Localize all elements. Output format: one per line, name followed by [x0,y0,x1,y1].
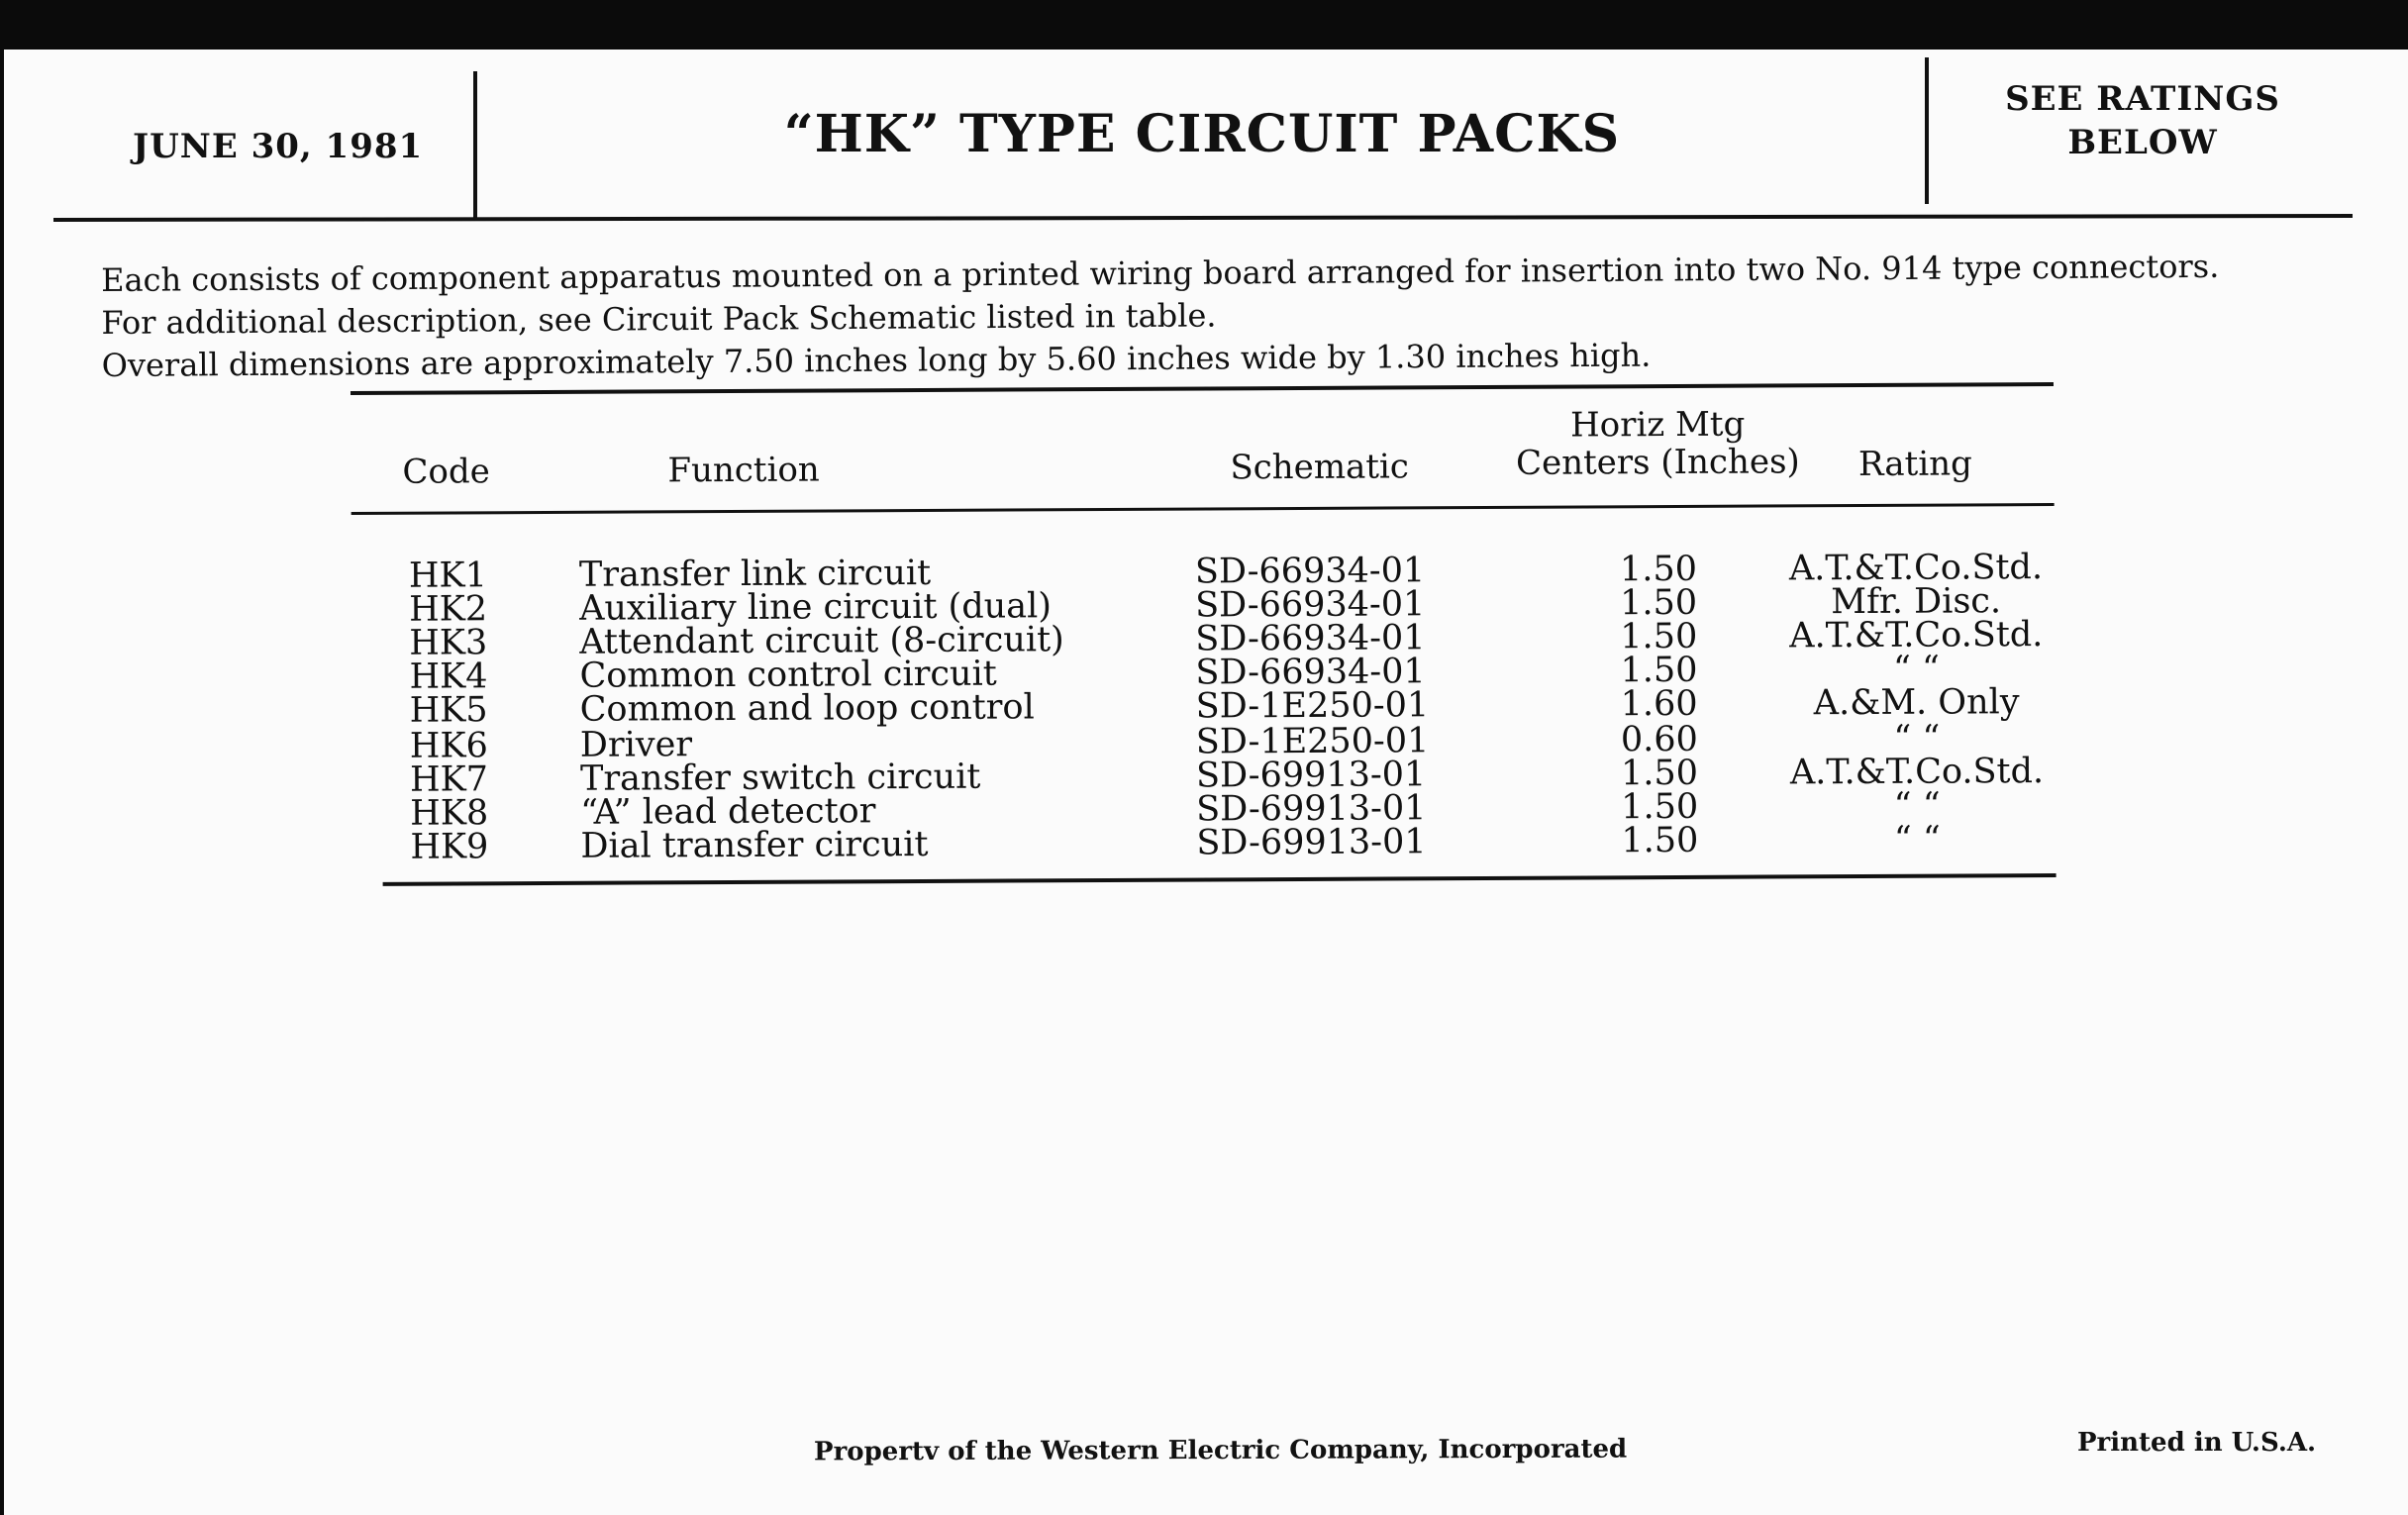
cell-code: HK3 [409,623,488,663]
header-divider-left [473,71,477,220]
cell-function: “A” lead detector [580,791,876,833]
cell-rating: A.T.&T.Co.Std. [1788,548,2044,589]
cell-centers: 1.50 [1620,582,1698,624]
cell-centers: 0.60 [1620,719,1698,760]
cell-centers: 1.60 [1620,683,1698,725]
table-row [352,819,2056,867]
cell-function: Driver [579,725,693,765]
header-centers-line1: Horiz Mtg [1569,404,1746,446]
cell-schematic: SD-66934-01 [1195,652,1426,693]
cell-centers: 1.50 [1621,786,1699,828]
cell-schematic: SD-69913-01 [1196,788,1427,830]
cell-centers: 1.50 [1620,650,1698,691]
header-function: Function [667,450,820,491]
ratings-note-line1: SEE RATINGS [2005,79,2280,119]
cell-code: HK2 [409,589,488,630]
cell-code: HK5 [409,690,488,731]
page-title: “HK” TYPE CIRCUIT PACKS [783,104,1621,164]
cell-code: HK9 [410,827,489,867]
cell-rating: “ “ [1893,718,1941,758]
intro-paragraph [101,245,2379,387]
header-divider-right [1925,57,1929,204]
header-code: Code [402,452,490,492]
cell-code: HK8 [410,793,489,834]
cell-function: Attendant circuit (8-circuit) [579,620,1064,662]
issue-date: JUNE 30, 1981 [133,127,424,166]
ratings-note [1935,77,2351,164]
cell-function: Auxiliary line circuit (dual) [579,586,1053,629]
cell-function: Transfer link circuit [578,553,932,595]
cell-function: Transfer switch circuit [579,757,981,799]
cell-rating: A.&M. Only [1813,682,2020,724]
table-bottom-rule [383,873,2057,886]
property-notice: Propertv of the Western Electric Company, Incorporated [813,1434,1628,1467]
cell-schematic: SD-1E250-01 [1195,685,1430,727]
cell-schematic: SD-66934-01 [1195,618,1426,659]
cell-schematic: SD-69913-01 [1195,755,1427,796]
cell-code: HK6 [409,726,488,766]
cell-rating: A.T.&T.Co.Std. [1789,615,2044,656]
cell-centers: 1.50 [1620,616,1698,657]
printed-notice: Printed in U.S.A. [2077,1428,2317,1458]
cell-schematic: SD-69913-01 [1196,822,1427,863]
intro-line: Each consists of component apparatus mounted on a printed wiring board arranged for insertion into two No. 914 type connectors. [101,247,2220,299]
header-rating: Rating [1857,444,1972,485]
table-top-rule [351,382,2054,395]
cell-rating: Mfr. Disc. [1831,581,2002,623]
cell-schematic: SD-66934-01 [1194,551,1426,592]
cell-schematic: SD-66934-01 [1195,584,1426,626]
catalog-card [4,50,2408,1515]
intro-line: For additional description, see Circuit Pack Schematic listed in table. [101,296,1217,342]
cell-code: HK1 [408,556,488,596]
cell-rating: “ “ [1893,785,1941,826]
cell-centers: 1.50 [1621,820,1699,861]
cell-function: Common and loop control [579,687,1035,730]
ratings-note-line2: BELOW [2067,123,2218,162]
cell-rating: “ “ [1892,649,1941,689]
intro-line: Overall dimensions are approximately 7.50 inches long by 5.60 inches wide by 1.30 inches high. [101,336,1652,384]
cell-function: Common control circuit [579,654,997,696]
header-schematic: Schematic [1230,447,1409,488]
cell-rating: “ “ [1893,819,1941,859]
header-rule [53,214,2353,222]
cell-code: HK4 [409,656,488,697]
table-header-rule [351,503,2055,515]
table-body [351,548,2055,867]
cell-centers: 1.50 [1620,753,1699,794]
cell-schematic: SD-1E250-01 [1195,721,1430,762]
circuit-pack-table [351,382,2057,886]
cell-function: Dial transfer circuit [580,824,929,866]
cell-code: HK7 [409,759,489,800]
cell-centers: 1.50 [1619,549,1698,590]
header-centers-line2: Centers (Inches) [1515,442,1800,483]
cell-rating: A.T.&T.Co.Std. [1789,752,2045,793]
